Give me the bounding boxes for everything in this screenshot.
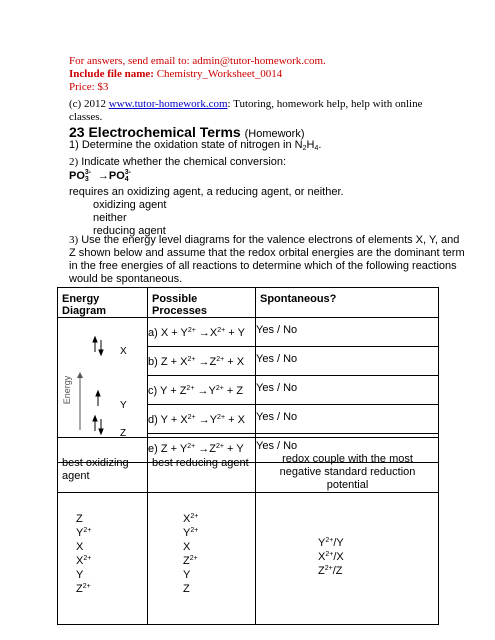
reducing-options — [148, 493, 256, 625]
spontaneous-b[interactable]: Yes / No — [256, 347, 439, 376]
page-title — [69, 124, 305, 140]
copyright-block — [69, 98, 423, 124]
q2-to: PO — [108, 170, 125, 182]
q1-sub-1: 2 — [302, 145, 307, 152]
process-a: a) $X + Y^{2+} \to X^{2+} + Y$ — [148, 318, 256, 347]
oxidizing-options — [58, 493, 148, 625]
redox-couple-options — [256, 493, 439, 625]
couple-option[interactable]: $X^{2+}/X$ — [318, 551, 344, 563]
q3-line-1: Use the energy level diagrams for the valence electrons of elements X, Y, and — [81, 234, 460, 246]
red-option[interactable]: $Z^{2+}$ — [183, 555, 198, 567]
ox-option[interactable]: $Z^{2+}$ — [76, 583, 91, 595]
promo-block — [69, 55, 326, 94]
q2-to-sup: 3- — [124, 169, 132, 176]
question-1 — [69, 139, 321, 155]
q1-number: 1) — [69, 139, 79, 151]
q2-from: PO — [69, 170, 85, 182]
answer-options-table — [57, 437, 439, 625]
q1-sub-2: 4 — [314, 145, 319, 152]
spontaneous-a[interactable]: Yes / No — [256, 318, 439, 347]
red-option[interactable]: $X^{2+}$ — [183, 513, 199, 525]
process-b: b) $Z + X^{2+} \to Z^{2+} + X$ — [148, 347, 256, 376]
q2-from-sub: 3 — [84, 176, 89, 183]
header-energy-diagram: Energy Diagram — [58, 288, 148, 318]
level-x-label: X — [120, 346, 127, 357]
energy-level-diagram — [58, 318, 146, 443]
red-option[interactable]: Z — [183, 583, 190, 595]
ox-option[interactable]: Y — [76, 569, 84, 581]
copyright-text: : Tutoring, homework help, help with online — [227, 98, 423, 110]
level-y — [96, 391, 100, 406]
label-best-reducing: best reducing agent — [148, 438, 256, 493]
copyright-text2: classes. — [69, 111, 103, 123]
q2-conversion — [69, 170, 344, 186]
q2-arrow: → — [97, 170, 109, 182]
level-z — [93, 416, 103, 434]
q2-prompt: requires an oxidizing agent, a reducing agent, or neither. — [69, 186, 344, 198]
label-redox-couple: redox couple with the most negative standard reduction potential — [256, 438, 439, 493]
couple-option[interactable]: $Y^{2+}/Y$ — [318, 537, 344, 549]
process-e: e) $Z + Y^{2+} \to Z^{2+} + Y$ — [148, 434, 256, 463]
title-tag: (Homework) — [244, 128, 305, 140]
q2-to-sub: 4 — [124, 176, 129, 183]
q3-line-3: in the free energies of all reactions to determine which of the following reactions — [69, 260, 457, 272]
ox-option[interactable]: X — [76, 541, 84, 553]
q2-number: 2) — [69, 156, 79, 168]
question-3 — [69, 234, 465, 286]
label-best-oxidizing: best oxidizing agent — [58, 438, 148, 493]
red-option[interactable]: X — [183, 541, 191, 553]
q3-number: 3) — [69, 234, 79, 246]
ox-option[interactable]: $Y^{2+}$ — [76, 527, 92, 539]
spontaneous-d[interactable]: Yes / No — [256, 405, 439, 434]
ox-option[interactable]: Z — [76, 513, 83, 525]
q2-from-sup: 3- — [84, 169, 92, 176]
site-link[interactable]: www.tutor-homework.com — [108, 98, 228, 110]
promo-file-label: Include file name: — [69, 68, 154, 80]
promo-price: Price: $3 — [69, 81, 109, 93]
spontaneous-c[interactable]: Yes / No — [256, 376, 439, 405]
q3-line-2: Z shown below and assume that the redox orbital energies are the dominant term — [69, 247, 465, 259]
q2-option-neither[interactable]: neither — [93, 212, 127, 224]
promo-file-name: Chemistry_Worksheet_0014 — [156, 68, 283, 80]
level-y-label: Y — [120, 400, 127, 411]
q1-end: . — [318, 139, 322, 151]
red-option[interactable]: Y — [183, 569, 191, 581]
ox-option[interactable]: $X^{2+}$ — [76, 555, 92, 567]
promo-email-line: For answers, send email to: admin@tutor-homework.com. — [69, 55, 326, 67]
energy-axis-label: Energy — [62, 375, 72, 405]
red-option[interactable]: $Y^{2+}$ — [183, 527, 199, 539]
question-2 — [69, 156, 344, 238]
couple-option[interactable]: $Z^{2+}/Z$ — [318, 565, 343, 577]
spontaneous-e[interactable]: Yes / No — [256, 434, 439, 463]
q2-option-oxidizing[interactable]: oxidizing agent — [93, 199, 167, 211]
process-d: d) $Y + X^{2+} \to Y^{2+} + X$ — [148, 405, 256, 434]
process-c: c) $Y + Z^{2+} \to Y^{2+} + Z$ — [148, 376, 256, 405]
q1-mid: H — [306, 139, 315, 151]
q2-text: Indicate whether the chemical conversion: — [81, 156, 287, 168]
page-title-text: 23 Electrochemical Terms — [69, 124, 241, 140]
level-z-label: Z — [120, 428, 127, 439]
level-x — [93, 337, 103, 355]
copyright-prefix: (c) 2012 — [69, 98, 106, 110]
energy-axis-arrowhead — [77, 372, 83, 378]
q3-line-4: would be spontaneous. — [69, 273, 183, 285]
q2-option-reducing[interactable]: reducing agent — [93, 225, 166, 237]
header-possible-processes: Possible Processes — [148, 288, 256, 318]
header-spontaneous: Spontaneous? — [256, 288, 439, 318]
q1-text: Determine the oxidation state of nitrogen in N — [81, 139, 303, 151]
